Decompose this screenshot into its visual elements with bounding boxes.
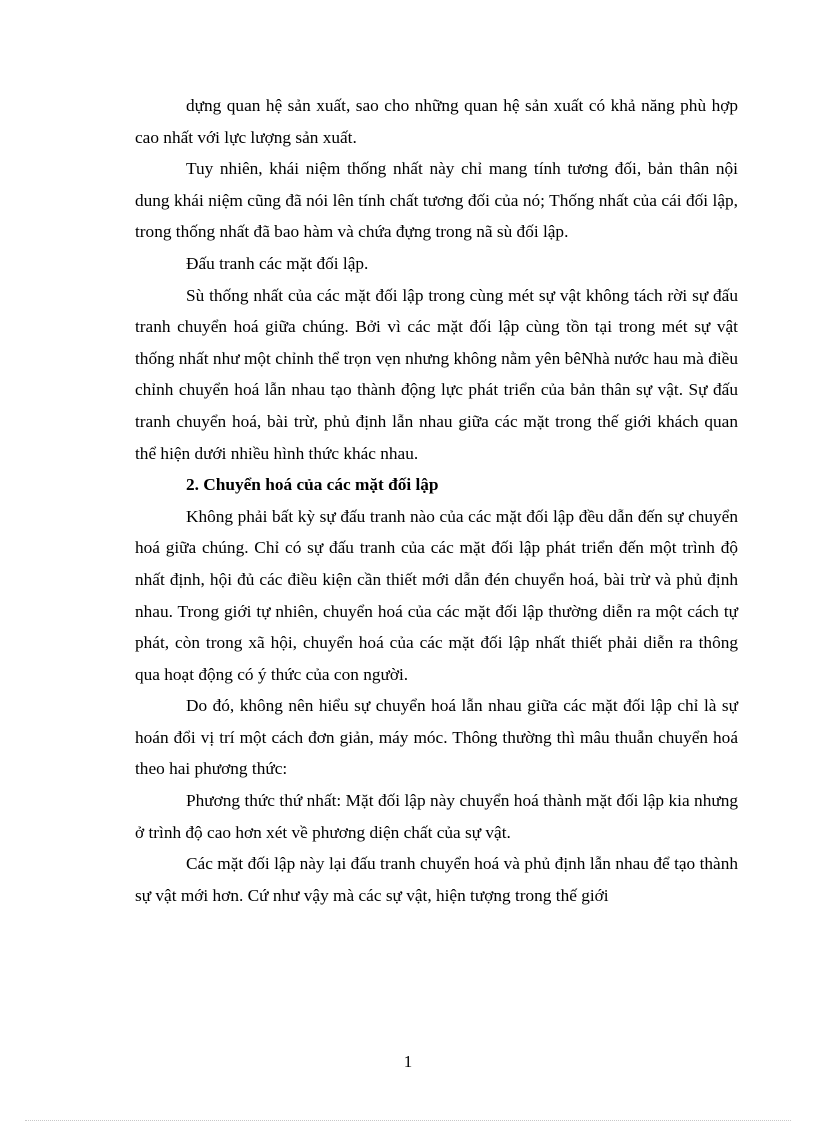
paragraph: Sù thống nhất của các mặt đối lập trong cùng mét sự vật không tách rời sự đấu tranh chuyển hoá giữa chúng. Bởi vì các mặt đối lập cùng tồn tại trong mét sự vật thống nhất như một chỉnh thể trọn vẹn nhưng không nằm yên bêNhà nước hau mà điều chỉnh chuyển hoá lẫn nhau tạo thành động lực phát triển của bản thân sự vật. Sự đấu tranh chuyển hoá, bài trừ, phủ định lẫn nhau giữa các mặt trong thế giới khách quan thể hiện dưới nhiều hình thức khác nhau. bbox=[135, 285, 738, 463]
paragraph: Phương thức thứ nhất: Mặt đối lập này chuyển hoá thành mặt đối lập kia nhưng ở trình độ cao hơn xét về phương diện chất của sự vật. bbox=[135, 791, 738, 842]
paragraph: Tuy nhiên, khái niệm thống nhất này chỉ mang tính tương đối, bản thân nội dung khái niệm cũng đã nói lên tính chất tương đối của nó; Thống nhất của cái đối lập, trong thống nhất đã bao hàm và chứa đựng trong nã sù đối lập. bbox=[135, 159, 738, 242]
page-number: 1 bbox=[403, 1052, 413, 1071]
section-heading: 2. Chuyển hoá của các mặt đối lập bbox=[186, 475, 439, 495]
paragraph: Các mặt đối lập này lại đấu tranh chuyển hoá và phủ định lẫn nhau để tạo thành sự vật mới hơn. Cứ như vậy mà các sự vật, hiện tượng trong thế giới bbox=[135, 854, 738, 905]
paragraph: Do đó, không nên hiểu sự chuyển hoá lẫn nhau giữa các mặt đối lập chỉ là sự hoán đổi vị trí một cách đơn giản, máy móc. Thông thường thì mâu thuẫn chuyển hoá theo hai phương thức: bbox=[135, 696, 738, 779]
paragraph: Không phải bất kỳ sự đấu tranh nào của các mặt đối lập đều dẫn đến sự chuyển hoá giữa chúng. Chỉ có sự đấu tranh của các mặt đối lập phát triển đến một trình độ nhất định, hội đủ các điều kiện cần thiết mới dẫn đén chuyển hoá, bài trừ và phủ định nhau. Trong giới tự nhiên, chuyển hoá của các mặt đối lập thường diễn ra một cách tự phát, còn trong xã hội, chuyển hoá của các mặt đối lập nhất thiết phải diễn ra thông qua hoạt động có ý thức của con người. bbox=[135, 506, 738, 684]
paragraph: Đấu tranh các mặt đối lập. bbox=[186, 253, 369, 273]
document-body bbox=[135, 90, 738, 911]
paragraph: dựng quan hệ sản xuất, sao cho những quan hệ sản xuất có khả năng phù hợp cao nhất với lực lượng sản xuất. bbox=[135, 96, 738, 147]
page-bottom-divider bbox=[25, 1120, 791, 1121]
